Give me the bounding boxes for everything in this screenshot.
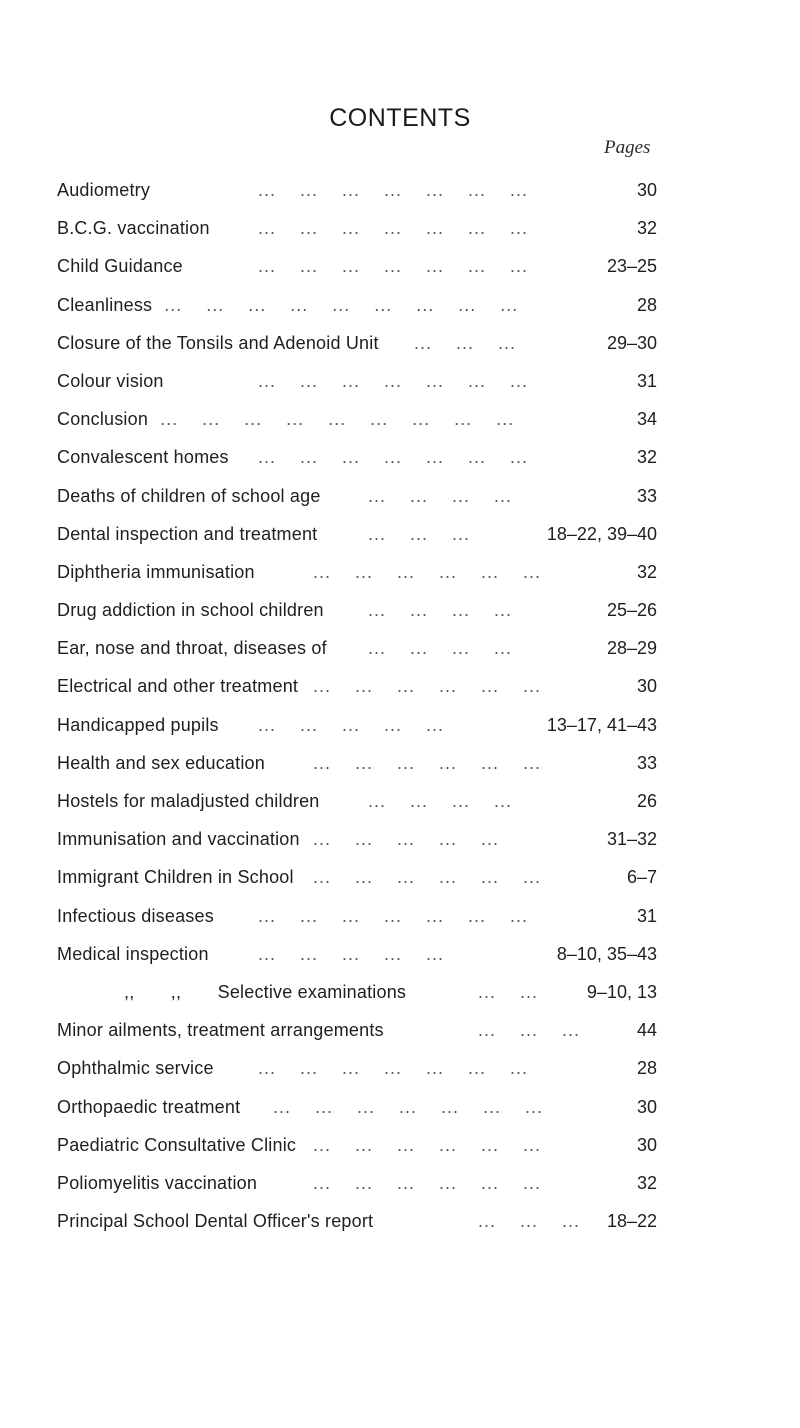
contents-list	[0, 179, 800, 1248]
entry-pages: 30	[636, 180, 657, 200]
leader-dots: ... ... ... ...	[368, 638, 513, 659]
leader-dots: ... ... ... ...	[368, 600, 513, 621]
entry-pages: 28–29	[606, 638, 657, 659]
toc-entry	[0, 981, 800, 1019]
toc-entry	[0, 294, 800, 332]
entry-label: Audiometry	[57, 180, 151, 200]
entry-pages: 32	[636, 561, 657, 582]
entry-label: Dental inspection and treatment	[57, 523, 318, 544]
toc-entry	[0, 637, 800, 675]
entry-label: Conclusion	[57, 409, 149, 430]
leader-dots: ... ... ... ... ... ...	[313, 752, 542, 773]
toc-entry	[0, 943, 800, 981]
entry-label: ,, ,, Selective examinations	[124, 981, 407, 1002]
leader-dots: ... ... ...	[414, 332, 517, 353]
leader-dots: ... ... ...	[478, 1211, 581, 1232]
entry-pages: 23–25	[606, 256, 657, 277]
entry-pages: 9–10, 13	[586, 981, 657, 1002]
toc-entry	[0, 1057, 800, 1095]
entry-label: Paediatric Consultative Clinic	[57, 1134, 297, 1155]
leader-dots: ... ... ... ... ... ... ...	[258, 447, 529, 468]
leader-dots: ... ... ... ... ... ... ... ... ...	[164, 294, 519, 315]
entry-pages: 6–7	[626, 867, 657, 888]
leader-dots: ... ... ... ... ... ...	[313, 867, 542, 888]
entry-pages: 32	[636, 447, 657, 468]
toc-entry	[0, 752, 800, 790]
entry-label: Minor ailments, treatment arrangements	[57, 1020, 384, 1041]
toc-entry	[0, 1210, 800, 1248]
toc-entry	[0, 179, 800, 217]
toc-entry	[0, 714, 800, 752]
toc-entry	[0, 905, 800, 943]
toc-entry	[0, 1172, 800, 1210]
leader-dots: ... ... ... ... ... ... ...	[258, 180, 529, 200]
leader-dots: ... ... ... ... ... ... ...	[273, 1096, 544, 1117]
leader-dots: ... ... ... ... ... ...	[313, 676, 542, 697]
entry-pages: 31	[636, 905, 657, 926]
entry-pages: 29–30	[606, 332, 657, 353]
entry-pages: 28	[636, 294, 657, 315]
leader-dots: ... ... ... ... ... ...	[313, 1172, 542, 1193]
entry-label: Drug addiction in school children	[57, 600, 324, 621]
toc-entry	[0, 561, 800, 599]
leader-dots: ... ... ... ... ... ...	[313, 1134, 542, 1155]
page-title: CONTENTS	[329, 104, 471, 132]
entry-label: Hostels for maladjusted children	[57, 791, 320, 811]
entry-pages: 30	[636, 1096, 657, 1117]
entry-pages: 31–32	[606, 829, 657, 850]
toc-entry	[0, 485, 800, 523]
leader-dots: ... ... ... ... ...	[258, 943, 445, 964]
entry-pages: 13–17, 41–43	[546, 714, 657, 735]
leader-dots: ... ... ... ...	[368, 791, 513, 811]
entry-pages: 31	[636, 370, 657, 391]
entry-label: Ear, nose and throat, diseases of	[57, 638, 327, 659]
entry-label: Principal School Dental Officer's report	[57, 1211, 374, 1232]
toc-entry	[0, 675, 800, 713]
entry-label: Immigrant Children in School	[57, 867, 294, 888]
toc-entry	[0, 790, 800, 828]
leader-dots: ... ... ... ...	[368, 485, 513, 506]
toc-entry	[0, 1134, 800, 1172]
entry-label: Infectious diseases	[57, 905, 214, 926]
entry-pages: 30	[636, 1134, 657, 1155]
entry-label: Poliomyelitis vaccination	[57, 1172, 258, 1193]
entry-pages: 26	[636, 791, 657, 811]
toc-entry	[0, 599, 800, 637]
leader-dots: ... ... ... ... ... ...	[313, 561, 542, 582]
entry-pages: 18–22	[606, 1211, 657, 1232]
pages-column-heading: Pages	[604, 137, 651, 158]
entry-label: Child Guidance	[57, 256, 183, 277]
entry-label: Orthopaedic treatment	[57, 1096, 241, 1117]
toc-entry	[0, 370, 800, 408]
toc-entry	[0, 523, 800, 561]
leader-dots: ... ... ... ... ... ... ...	[258, 905, 529, 926]
entry-label: Convalescent homes	[57, 447, 229, 468]
entry-pages: 34	[636, 409, 657, 430]
leader-dots: ... ... ... ... ...	[313, 829, 500, 850]
entry-label: Ophthalmic service	[57, 1058, 214, 1079]
toc-entry	[0, 408, 800, 446]
leader-dots: ... ... ... ... ... ... ...	[258, 370, 529, 391]
entry-pages: 28	[636, 1058, 657, 1079]
entry-pages: 32	[636, 1172, 657, 1193]
toc-entry	[0, 1096, 800, 1134]
entry-pages: 18–22, 39–40	[546, 523, 657, 544]
leader-dots: ... ...	[478, 981, 539, 1002]
toc-entry	[0, 255, 800, 293]
entry-pages: 33	[636, 485, 657, 506]
leader-dots: ... ... ... ... ... ... ...	[258, 1058, 529, 1079]
entry-label: Cleanliness	[57, 294, 153, 315]
entry-label: Electrical and other treatment	[57, 676, 299, 697]
entry-pages: 32	[636, 218, 657, 239]
entry-label: B.C.G. vaccination	[57, 218, 210, 239]
entry-label: Medical inspection	[57, 943, 209, 964]
toc-entry	[0, 332, 800, 370]
toc-entry	[0, 1019, 800, 1057]
entry-label: Closure of the Tonsils and Adenoid Unit	[57, 332, 379, 353]
toc-entry	[0, 446, 800, 484]
toc-entry	[0, 828, 800, 866]
toc-entry	[0, 217, 800, 255]
entry-label: Deaths of children of school age	[57, 485, 321, 506]
leader-dots: ... ... ...	[368, 523, 471, 544]
entry-label: Handicapped pupils	[57, 714, 219, 735]
entry-pages: 30	[636, 676, 657, 697]
leader-dots: ... ... ...	[478, 1020, 581, 1041]
entry-pages: 8–10, 35–43	[556, 943, 657, 964]
entry-label: Health and sex education	[57, 752, 265, 773]
entry-pages: 25–26	[606, 600, 657, 621]
entry-label: Diphtheria immunisation	[57, 561, 255, 582]
leader-dots: ... ... ... ... ... ... ...	[258, 218, 529, 239]
leader-dots: ... ... ... ... ... ... ... ... ...	[160, 409, 515, 430]
entry-label: Colour vision	[57, 370, 164, 391]
entry-label: Immunisation and vaccination	[57, 829, 300, 850]
entry-pages: 33	[636, 752, 657, 773]
leader-dots: ... ... ... ... ...	[258, 714, 445, 735]
leader-dots: ... ... ... ... ... ... ...	[258, 256, 529, 277]
entry-pages: 44	[636, 1020, 657, 1041]
toc-entry	[0, 866, 800, 904]
